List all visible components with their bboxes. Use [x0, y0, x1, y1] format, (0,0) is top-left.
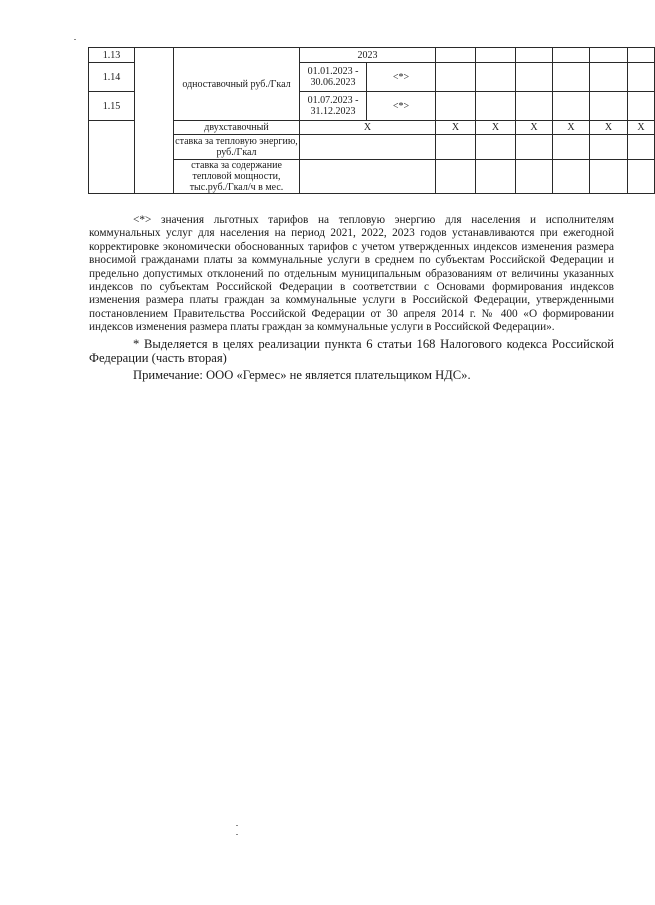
empty-cell — [476, 48, 516, 63]
empty-number-cell — [89, 121, 135, 194]
empty-cell — [436, 63, 476, 92]
rate-heat-energy-label: ставка за тепловую энергию, руб./Гкал — [175, 136, 298, 158]
empty-cell — [590, 160, 628, 194]
row-number: 1.13 — [89, 48, 135, 63]
empty-cell — [135, 48, 174, 194]
empty-cell — [553, 48, 590, 63]
empty-cell — [516, 135, 553, 160]
marker-cell: <*> — [367, 92, 436, 121]
empty-cell — [628, 135, 655, 160]
table-row — [89, 48, 655, 63]
year-cell: 2023 — [300, 48, 436, 63]
table-row — [89, 135, 655, 160]
tax-note: * Выделяется в целях реализации пункта 6 статьи 168 Налогового кодекса Российской Федерации (часть вторая) — [89, 336, 614, 366]
footnote-paragraph: <*> значения льготных тарифов на тепловую энергию для населения и исполнителям коммунальных услуг для населения на период 2021, 2022, 2023 годов устанавливаются при ежегодной корректировке экономически обоснованных тарифов с учетом утвержденных индексов изменения размера вносимой гражданами платы за коммунальные услуги в среднем по субъектам Российской Федерации и предельно допустимых отклонений по отдельным муниципальным образованиям от величины указанных индексов по субъектам Российской Федерации в соответствии с Основами формирования индексов изменения размера платы граждан за коммунальные услуги в Российской Федерации, утвержденными постановлением Правительства Российской Федерации от 30 апреля 2014 г. № 400 «О формировании индексов изменения размера платы граждан за коммунальные услуги в Российской Федерации». — [89, 214, 614, 334]
x-mark: X — [590, 121, 628, 135]
empty-cell — [590, 135, 628, 160]
empty-cell — [476, 135, 516, 160]
empty-cell — [436, 135, 476, 160]
empty-cell — [476, 92, 516, 121]
x-mark: X — [436, 121, 476, 135]
empty-cell — [516, 48, 553, 63]
tariff-table — [88, 47, 655, 194]
one-rate-label: одноставочный руб./Гкал — [174, 48, 300, 121]
x-mark: X — [628, 121, 655, 135]
x-mark: X — [553, 121, 590, 135]
table-row — [89, 121, 655, 135]
empty-cell — [516, 92, 553, 121]
empty-cell — [300, 135, 436, 160]
empty-cell — [476, 160, 516, 194]
scan-speck — [236, 825, 238, 826]
empty-cell — [553, 160, 590, 194]
empty-cell — [590, 92, 628, 121]
empty-cell — [553, 63, 590, 92]
table-row — [89, 160, 655, 194]
row-number: 1.15 — [89, 92, 135, 121]
empty-cell — [436, 160, 476, 194]
rate-heat-capacity-label: ставка за содержание тепловой мощности, тыс.руб./Гкал/ч в мес. — [174, 160, 300, 194]
marker-cell: <*> — [367, 63, 436, 92]
period-cell: 01.01.2023 - 30.06.2023 — [300, 63, 367, 92]
empty-cell — [516, 63, 553, 92]
empty-cell — [553, 92, 590, 121]
empty-cell — [628, 92, 655, 121]
notes-section — [89, 214, 614, 382]
empty-cell — [553, 135, 590, 160]
scan-speck — [236, 834, 238, 835]
two-rate-label: двухставочный — [174, 121, 300, 135]
x-mark: X — [476, 121, 516, 135]
empty-cell — [628, 48, 655, 63]
row-number: 1.14 — [89, 63, 135, 92]
empty-cell — [590, 48, 628, 63]
period-cell: 01.07.2023 - 31.12.2023 — [300, 92, 367, 121]
vat-note: Примечание: ООО «Гермес» не является плательщиком НДС». — [133, 367, 471, 382]
empty-cell — [476, 63, 516, 92]
empty-cell — [436, 48, 476, 63]
scan-speck — [74, 39, 76, 40]
empty-cell — [628, 63, 655, 92]
empty-cell — [436, 92, 476, 121]
x-mark: X — [516, 121, 553, 135]
empty-cell — [590, 63, 628, 92]
empty-cell — [628, 160, 655, 194]
x-mark: X — [300, 121, 436, 135]
empty-cell — [516, 160, 553, 194]
empty-cell — [300, 160, 436, 194]
